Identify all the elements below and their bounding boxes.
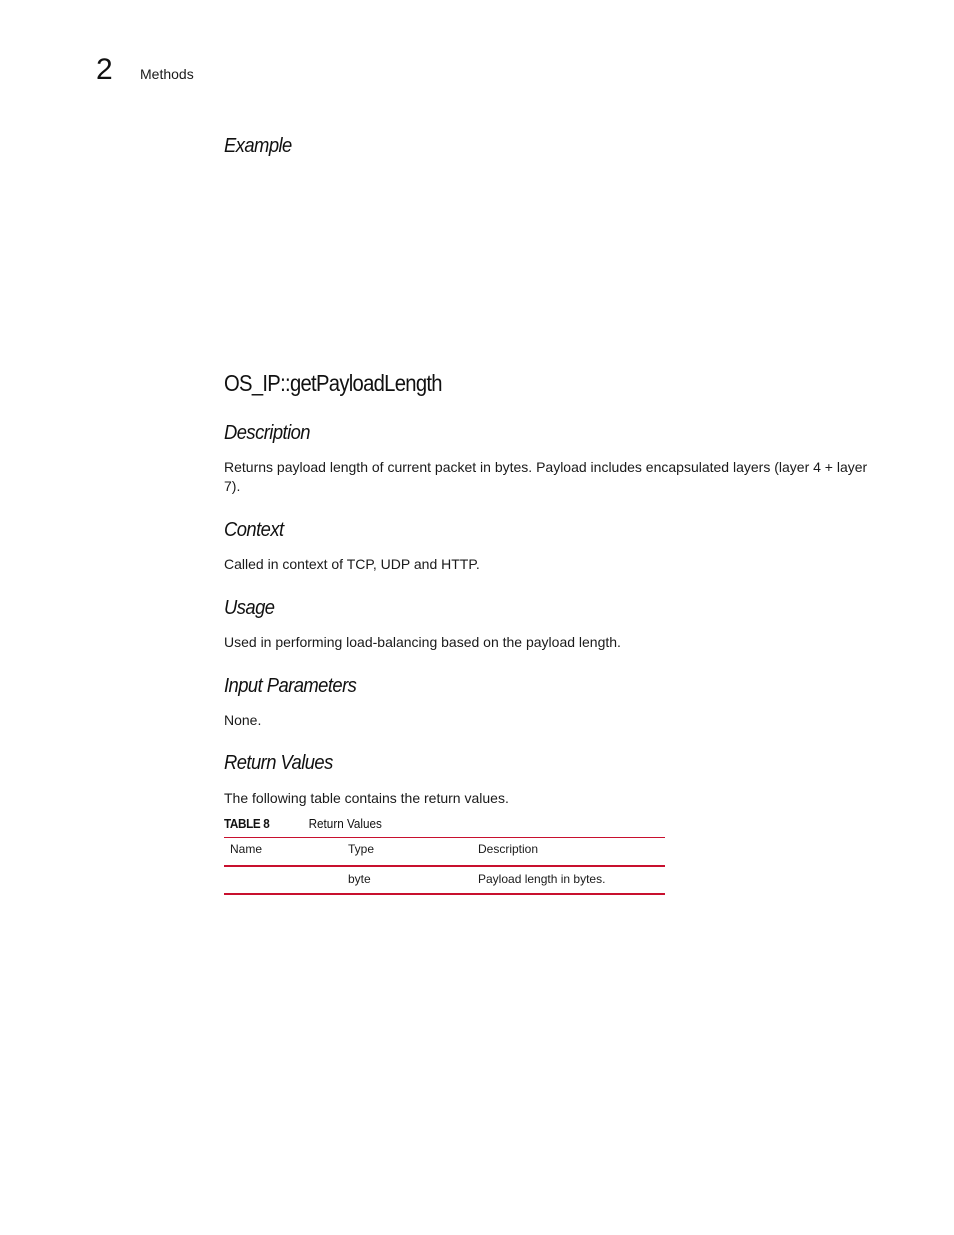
- method-title: OS_IP::getPayloadLength: [224, 370, 442, 396]
- return-values-heading: Return Values: [224, 752, 333, 774]
- usage-text: Used in performing load-balancing based on the payload length.: [224, 634, 621, 650]
- table-caption-text: Return Values: [308, 816, 382, 831]
- table-row: [224, 866, 665, 894]
- example-heading: Example: [224, 135, 292, 157]
- cell-name: [224, 866, 342, 894]
- input-parameters-heading: Input Parameters: [224, 675, 357, 697]
- cell-description: Payload length in bytes.: [472, 866, 665, 894]
- description-text: Returns payload length of current packet in bytes. Payload includes encapsulated layers (layer 4 + layer 7).: [224, 459, 868, 494]
- description-heading: Description: [224, 422, 310, 444]
- table-header-row: [224, 838, 665, 867]
- context-heading: Context: [224, 519, 284, 541]
- column-header-description: Description: [472, 838, 665, 867]
- chapter-number: 2: [96, 53, 113, 86]
- return-values-table: [224, 837, 665, 895]
- context-text: Called in context of TCP, UDP and HTTP.: [224, 556, 480, 572]
- return-values-text: The following table contains the return values.: [224, 790, 509, 806]
- cell-type: byte: [342, 866, 472, 894]
- column-header-name: Name: [224, 838, 342, 867]
- usage-heading: Usage: [224, 597, 275, 619]
- column-header-type: Type: [342, 838, 472, 867]
- chapter-title: Methods: [140, 66, 194, 82]
- table-caption: [224, 815, 382, 833]
- table-label: TABLE 8: [224, 816, 270, 831]
- input-parameters-text: None.: [224, 712, 262, 728]
